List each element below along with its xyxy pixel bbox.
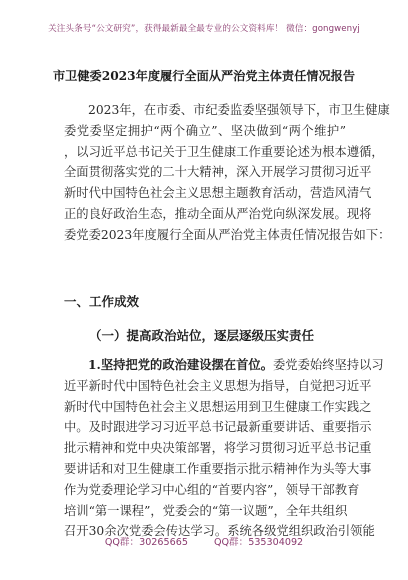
section-heading: 一、工作成效 xyxy=(64,294,140,309)
point1-paragraph xyxy=(64,355,384,542)
text-line: 近平新时代中国特色社会主义思想为指导，自觉把习近平 xyxy=(64,378,372,393)
text-line: 新时代中国特色社会主义思想运用到卫生健康工作实践之 xyxy=(64,399,372,414)
text-line: 委党委2023年度履行全面从严治党主体责任情况报告如下： xyxy=(64,227,391,242)
qq-group-2: QQ群：535304092 xyxy=(213,537,304,548)
text-line: 正的良好政治生态，推动全面从严治党向纵深发展。现将 xyxy=(64,206,372,221)
text-line: 委党委坚定拥护“两个确立”、坚决做到“两个维护” xyxy=(64,123,346,138)
point-lead-rest: 委党委始终坚持以习 xyxy=(273,358,384,372)
point-lead: 1.坚持把党的政治建设摆在首位。 xyxy=(88,357,273,372)
text-line: 批示精神和党中央决策部署，将学习贯彻习近平总书记重 xyxy=(64,441,372,456)
text-line: 召开30余次党委会传达学习。系统各级党组织政治引领能 xyxy=(64,524,375,539)
text-line xyxy=(64,355,384,376)
text-line: 2023年，在市委、市纪委监委坚强领导下，市卫生健康 xyxy=(88,103,390,117)
text-line: 作为党委理论学习中心组的“首要内容”，领导干部教育 xyxy=(64,482,360,497)
text-line: 全面贯彻落实党的二十大精神，深入开展学习贯彻习近平 xyxy=(64,165,372,180)
promo-banner xyxy=(0,0,408,56)
subsection-heading: （一）提高政治站位，逐层逐级压实责任 xyxy=(89,328,315,343)
footer-contact xyxy=(0,534,408,554)
text-line: 培训“第一课程”，党委会的“第一议题”，全年共组织 xyxy=(64,503,348,518)
intro-paragraph xyxy=(64,100,391,246)
text-line: 新时代中国特色社会主义思想主题教育活动，营造风清气 xyxy=(64,186,372,201)
document-title: 市卫健委2023年度履行全面从严治党主体责任情况报告 xyxy=(52,69,356,83)
text-line: ，以习近平总书记关于卫生健康工作重要论述为根本遵循， xyxy=(64,144,384,159)
qq-group-1: QQ群：30265665 xyxy=(104,537,188,548)
text-line: 中。及时跟进学习习近平总书记最新重要讲话、重要指示 xyxy=(64,420,372,435)
promo-banner-text: 关注头条号“公文研究”，获得最新最全最专业的公文资料库！ 微信：gongwenyj xyxy=(48,24,360,34)
text-line: 要讲话和对卫生健康工作重要指示批示精神作为头等大事 xyxy=(64,461,372,476)
